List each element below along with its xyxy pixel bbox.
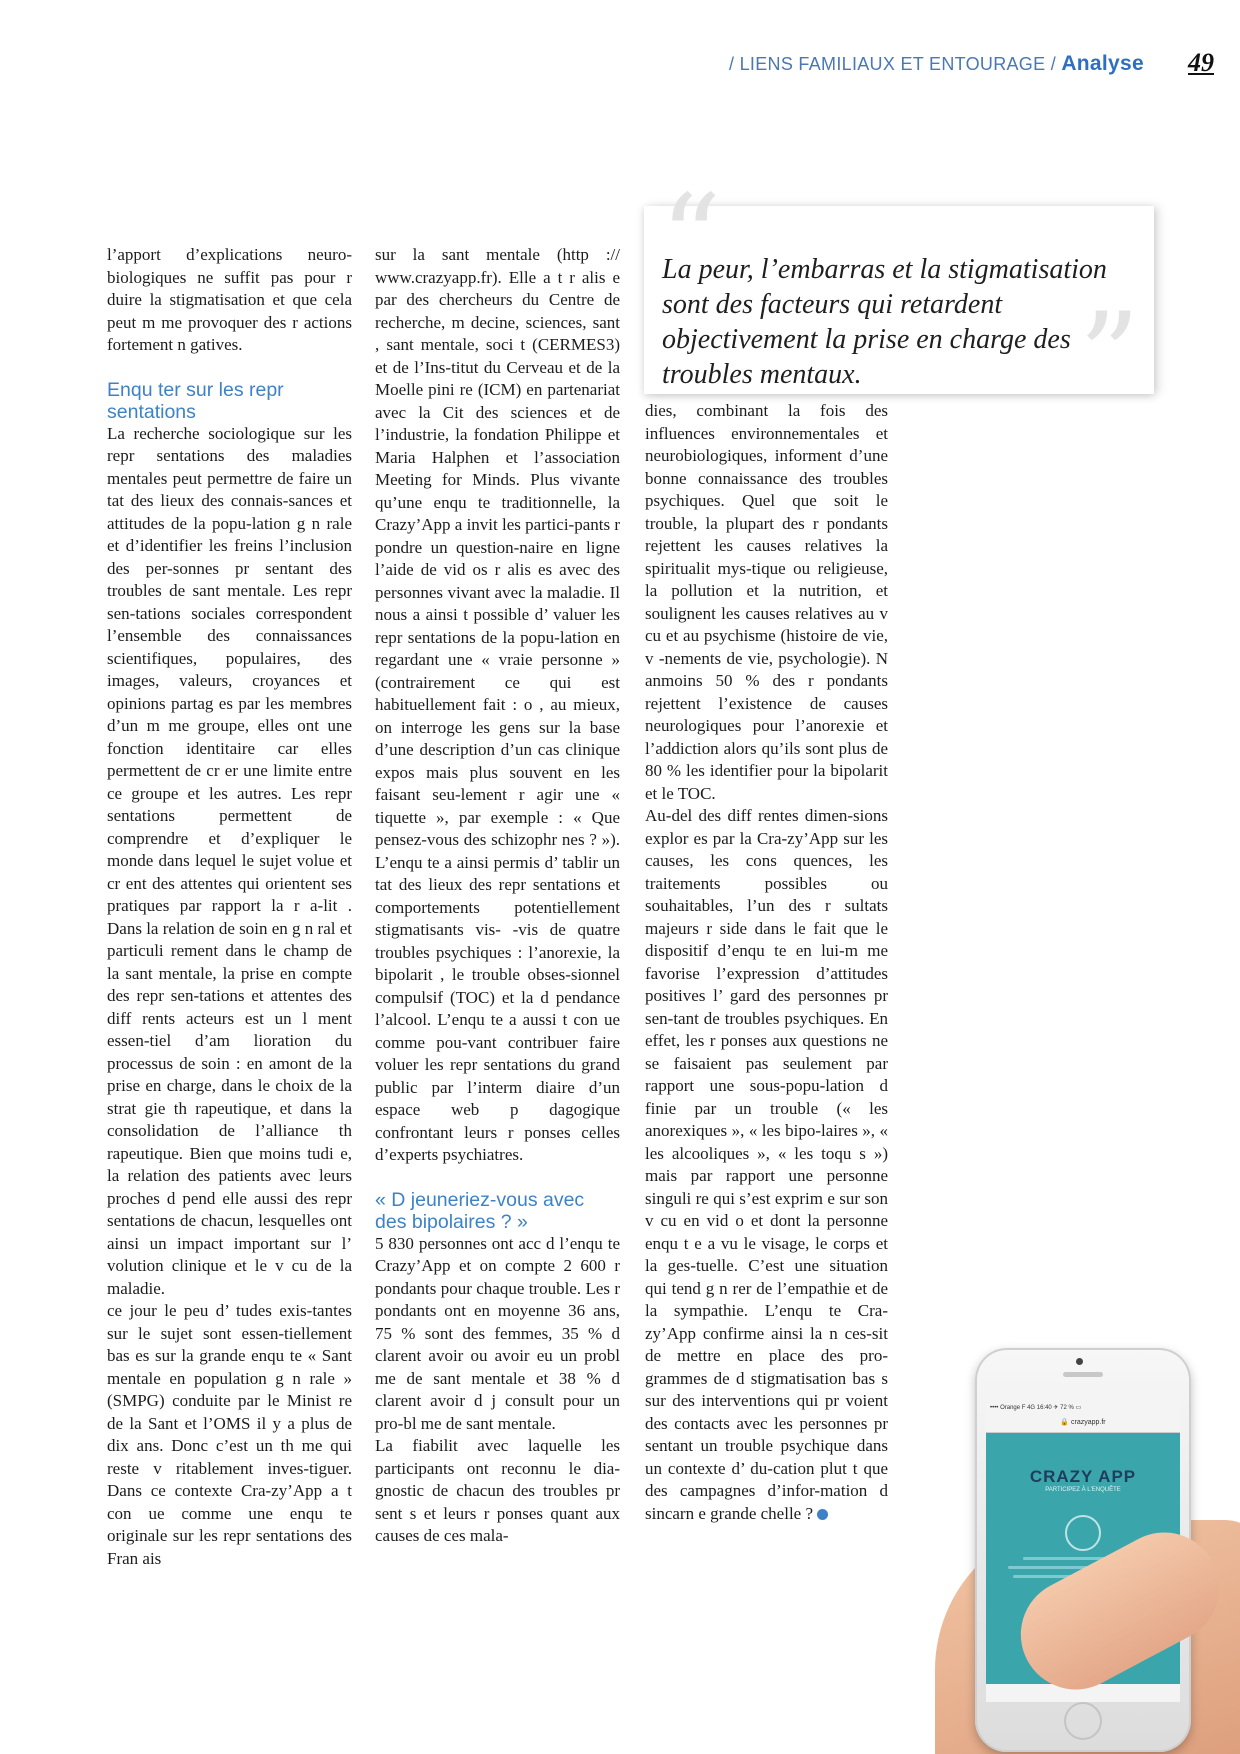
- phone-url-bar: 🔒 crazyapp.fr: [986, 1414, 1180, 1433]
- home-button-icon: [1064, 1702, 1102, 1740]
- breadcrumb: [729, 52, 1144, 76]
- camera-icon: [1076, 1358, 1083, 1365]
- phone-status-bar: •••• Orange F 4G 16:40 ✈ 72 % ▭: [986, 1402, 1180, 1414]
- paragraph: La fiabilit avec laquelle les participants ont reconnu le dia-gnostic de chacun des troubles pr sent s et leurs r ponses quant aux causes de ces mala-: [375, 1436, 620, 1545]
- paragraph: La recherche sociologique sur les repr sentations des maladies mentales peut permettre de faire un tat des lieux des connais-sances et attitudes de la popu-lation g n rale et d’identifier les freins l’inclusion des per-sonnes pr sentant des troubles de sant mentale. Les repr sen-tations sociales correspondent l’ensemble des connaissances scientifiques, populaires, des images, valeurs, croyances et opinions partag es par les membres d’un m me groupe, elles ont une fonction identitaire car elles permettent de cr er une limite entre ce groupe et les autres. Les repr sentations permettent de comprendre et d’expliquer le monde dans lequel le sujet volue et cr ent des attentes qui orientent ses pratiques par rapport la r a-lit . Dans la relation de soin en g n ral et particuli rement dans le champ de la sant mentale, la prise en compte des repr sen-tations et attentes des diff rents acteurs est un l ment essen-tiel d’am lioration du processus de soin : en amont de la prise en charge, dans le choix de la strat gie th rapeutique, et dans la consolidation de l’alliance th rapeutique. Bien que moins tudi e, la relation des patients avec leurs proches d pend elle aussi des repr sentations de chacun, lesquelles ont ainsi un impact important sur l’ volution clinique et le v cu de la maladie.: [107, 423, 353, 1298]
- app-logo: CRAZY APP: [1029, 1467, 1137, 1486]
- paragraph-text: Au-del des diff rentes dimen-sions explor es par la Cra-zy’App sur les causes, les cons quences, les traitements possibles ou souhaitables, l’un des r sultats majeurs r side dans le fait que le dispositif d’enqu te en lui-m me favorise l’expression d’attitudes positives l’ gard des personnes pr sen-tant de troubles psychiques. En effet, les r ponses aux questions ne se faisaient pas seulement par rapport une sous-popu-lation d finie par un trouble (« les anorexiques », « les bipo-laires », « les alcooliques », « les toqu s ») mais par rapport une personne singuli re qui s’est exprim e sur son v cu en vid o et dont la personne enqu t e a vu le visage, le corps et la ges-tuelle. C’est une situation qui tend g n rer de l’empathie et de la sympathie. L’enqu te Cra-zy’App confirme ainsi la n ces-sit de mettre en place des pro-grammes de d stigmatisation bas s sur des interventions qui pr voient des contacts avec les personnes pr sentant un trouble psychique dans un contexte d’ du-cation plut t que des campagnes d’infor-mation d sincarn e grande chelle ?: [645, 806, 888, 1523]
- app-tagline: PARTICIPEZ À L'ENQUÊTE: [1045, 1487, 1121, 1493]
- paragraph: sur la sant mentale (http :// www.crazyapp.fr). Elle a t r alis e par des chercheurs du Centre de recherche, m decine, sciences, sant , sant mentale, soci t (CERMES3) et de l’Ins-titut du Cerveau et de la Moelle pini re (ICM) en partenariat avec la Cit des sciences et de l’industrie, la fondation Philippe et Maria Halphen et l’association Meeting for Minds. Plus vivante qu’une enqu te traditionnelle, la Crazy’App a invit les partici-pants r pondre un question-naire en ligne l’aide de vid os r alis es avec des personnes vivant avec la maladie. Il nous a ainsi t possible d’ valuer les repr sentations de la popu-lation en regardant une « vraie personne » (contrairement ce qui est habituellement fait : o , au mieux, on interroge les gens sur la base d’une description d’un cas clinique expos mais plus souvent en les faisant seu-lement r agir une « tiquette », par exemple : « Que pensez-vous des schizophr nes ? »). L’enqu te a ainsi permis d’ tablir un tat des lieux des repr sentations et comportements potentiellement stigmatisants vis- -vis de quatre troubles psychiques : l’anorexie, la bipolarit , le trouble obses-sionnel compulsif (TOC) et la d pendance l’alcool. L’enqu te a aussi t con ue comme pou-vant contribuer faire voluer les repr sentations du grand public par l’interm diaire d’un espace web p dagogique confrontant leurs r ponses celles d’experts psychiatres.: [375, 245, 621, 1164]
- page-number: 49: [1188, 48, 1214, 77]
- paragraph: dies, combinant la fois des influences environnementales et neurobiologiques, informent d’une bonne connaissance des troubles psychiques. Quel que soit le trouble, la plupart des r pondants rejettent les causes relatives la spiritualit mys-tique ou religieuse, la pollution et la nutrition, et soulignent les causes relatives au v cu et au psychisme (histoire de vie, v -nements de vie, psychologie). N anmoins 50 % des r pondants rejettent l’existence de causes neurologiques pour l’anorexie et l’addiction alors qu’ils sont plus de 80 % les identifier pour la bipolarit et le TOC.: [645, 401, 888, 803]
- pull-quote-text: La peur, l’embarras et la stigmatisation sont des facteurs qui retardent objectivement la prise en charge des troubles mentaux.: [662, 254, 1107, 390]
- subheading: Enqu ter sur les repr sentations: [107, 378, 284, 423]
- paragraph: ce jour le peu d’ tudes exis-tantes sur le sujet sont essen-tiellement bas es sur la grande enqu te « Sant mentale en population g n rale » (SMPG) conduite par le Minist re de la Sant et l’OMS il y a plus de dix ans. Donc c’est un th me qui reste v ritablement inves-tiguer. Dans ce contexte Cra-zy’App a t con ue comme une enqu te originale sur les repr sentations des Fran ais: [107, 1301, 352, 1568]
- phone-photo: [905, 1320, 1240, 1754]
- pull-quote: [644, 170, 1154, 427]
- end-mark-icon: [817, 1509, 828, 1520]
- subheading: « D jeuneriez-vous avec des bipolaires ? »: [375, 1188, 585, 1233]
- section-name: Analyse: [1061, 52, 1144, 75]
- page-header: [0, 48, 1240, 78]
- column-1: [107, 244, 352, 1570]
- close-quote-icon: ”: [1078, 288, 1140, 427]
- column-2: [375, 244, 620, 1548]
- paragraph: 5 830 personnes ont acc d l’enqu te Crazy’App et on compte 2 600 r pondants pour chaque trouble. Les r pondants ont en moyenne 36 ans, 75 % sont des femmes, 35 % d clarent avoir ou avoir eu un probl me de sant mentale et 38 % d clarent avoir d j consult pour un pro-bl me de sant mentale.: [375, 1233, 620, 1433]
- arrow-circle-icon: [1065, 1515, 1101, 1551]
- speaker-icon: [1063, 1372, 1103, 1377]
- paragraph: l’apport d’explications neuro-biologiques ne suffit pas pour r duire la stigmatisation et que cela peut m me provoquer des r actions fortement n gatives.: [107, 245, 352, 354]
- breadcrumb-path: / LIENS FAMILIAUX ET ENTOURAGE /: [729, 54, 1057, 74]
- open-quote-icon: “: [660, 170, 722, 309]
- column-3: [645, 400, 888, 1525]
- paragraph-last: [645, 805, 888, 1525]
